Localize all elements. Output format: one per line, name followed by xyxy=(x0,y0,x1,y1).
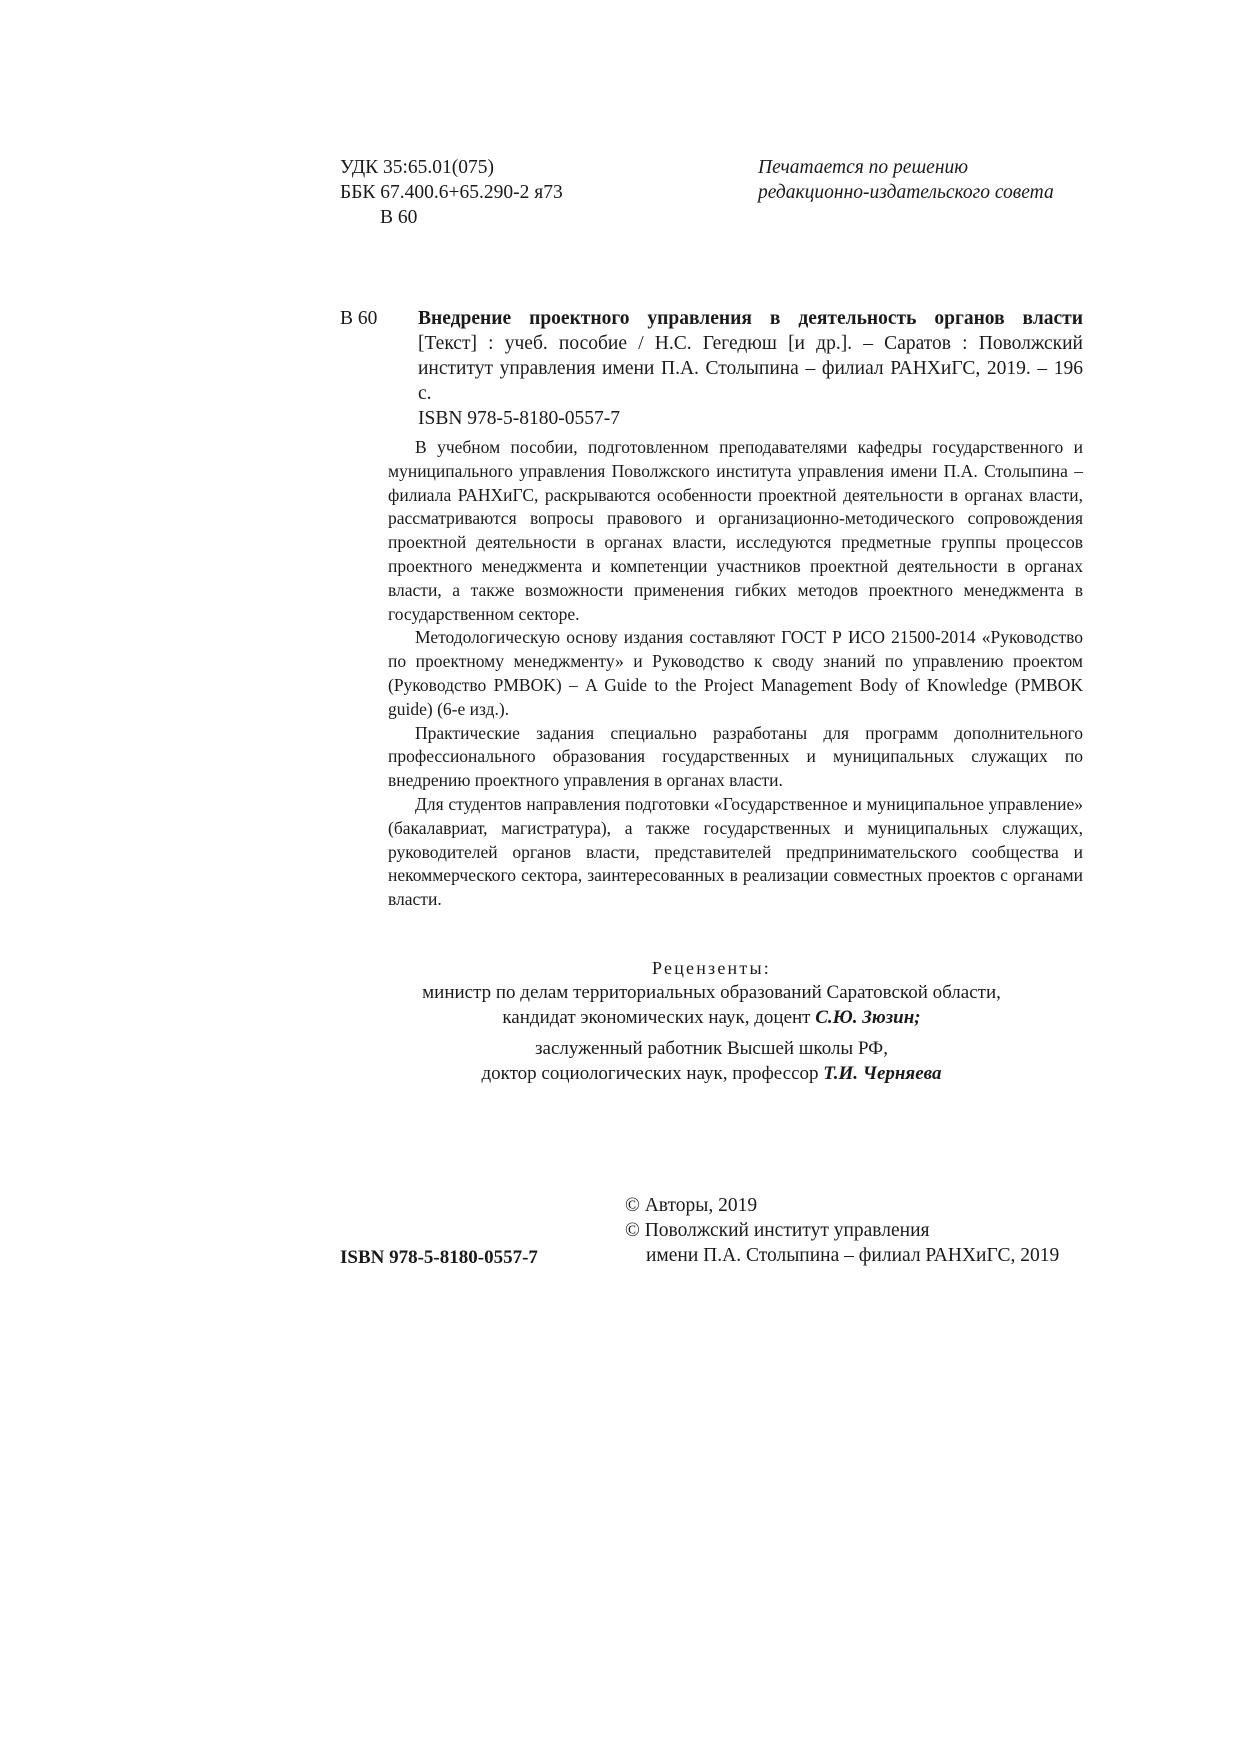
copyright-authors: © Авторы, 2019 xyxy=(625,1195,758,1216)
reviewer-2-degree-text: доктор социологических наук, профессор xyxy=(481,1063,824,1084)
author-mark: В 60 xyxy=(380,207,418,228)
isbn-bottom: ISBN 978-5-8180-0557-7 xyxy=(340,1247,538,1268)
book-title: Внедрение проектного управления в деятельность органов власти xyxy=(418,308,1083,329)
classification-block xyxy=(340,155,563,230)
abstract-paragraph: В учебном пособии, подготовленном преподавателями кафедры государственного и муниципального управления Поволжского института управления имени П.А. Столыпина – филиала РАНХиГС, раскрываются особенности проектной деятельности в органах власти, рассматриваются вопросы правового и организационно-методического сопровождения проектной деятельности в органах власти, исследуются предметные группы процессов проектного менеджмента и компетенции участников проектной деятельности в органах власти, а также возможности применения гибких методов проектного менеджмента в государственном секторе. xyxy=(388,437,1083,624)
copyright-institute-cont: имени П.А. Столыпина – филиал РАНХиГС, 2019 xyxy=(646,1245,1060,1266)
reviewer-1-degree-text: кандидат экономических наук, доцент xyxy=(502,1007,816,1028)
reviewer-2-position: заслуженный работник Высшей школы РФ, xyxy=(535,1038,888,1059)
decision-line-1: Печатается по решению xyxy=(758,157,969,178)
reviewer-1-name: С.Ю. Зюзин; xyxy=(815,1007,921,1028)
reviewer-2-name: Т.И. Черняева xyxy=(823,1063,942,1084)
bbk-code: ББК 67.400.6+65.290-2 я73 xyxy=(340,182,563,203)
bib-line-2: [Текст] : учеб. пособие / Н.С. Гегедюш [и др.]. – Саратов : Поволжский xyxy=(418,333,1083,354)
abstract xyxy=(388,436,1083,912)
reviewers-heading: Рецензенты: xyxy=(652,958,771,978)
reviewer-1-degree xyxy=(340,1005,1083,1030)
udk-code: УДК 35:65.01(075) xyxy=(340,157,495,178)
bib-author-mark: В 60 xyxy=(340,308,378,329)
decision-line-2: редакционно-издательского совета xyxy=(758,182,1054,203)
publication-decision xyxy=(758,155,1054,205)
bibliographic-record xyxy=(418,306,1083,431)
reviewer-1-position: министр по делам территориальных образований Саратовской области, xyxy=(422,982,1001,1003)
abstract-paragraph: Практические задания специально разработаны для программ дополнительного профессионального образования государственных и муниципальных служащих по внедрению проектного управления в органах власти. xyxy=(388,722,1083,791)
copyright-institute: © Поволжский институт управления xyxy=(625,1220,930,1241)
abstract-paragraph: Методологическую основу издания составляют ГОСТ Р ИСО 21500-2014 «Руководство по проектному менеджменту» и Руководство к своду знаний по управлению проектом (Руководство PMBOK) – A Guide to the Project Management Body of Knowledge (PMBOK guide) (6-е изд.). xyxy=(388,627,1083,719)
abstract-paragraph: Для студентов направления подготовки «Государственное и муниципальное управление» (бакалавриат, магистратура), а также государственных и муниципальных служащих, руководителей органов власти, представителей предпринимательского сообщества и некоммерческого сектора, заинтересованных в реализации совместных проектов с органами власти. xyxy=(388,793,1083,910)
reviewers-block xyxy=(340,956,1083,1086)
bib-isbn: ISBN 978-5-8180-0557-7 xyxy=(418,408,621,429)
reviewer-2-degree xyxy=(340,1061,1083,1086)
bib-line-3: институт управления имени П.А. Столыпина – филиал РАНХиГС, 2019. – 196 с. xyxy=(418,358,1083,404)
copyright-block xyxy=(625,1193,1059,1268)
